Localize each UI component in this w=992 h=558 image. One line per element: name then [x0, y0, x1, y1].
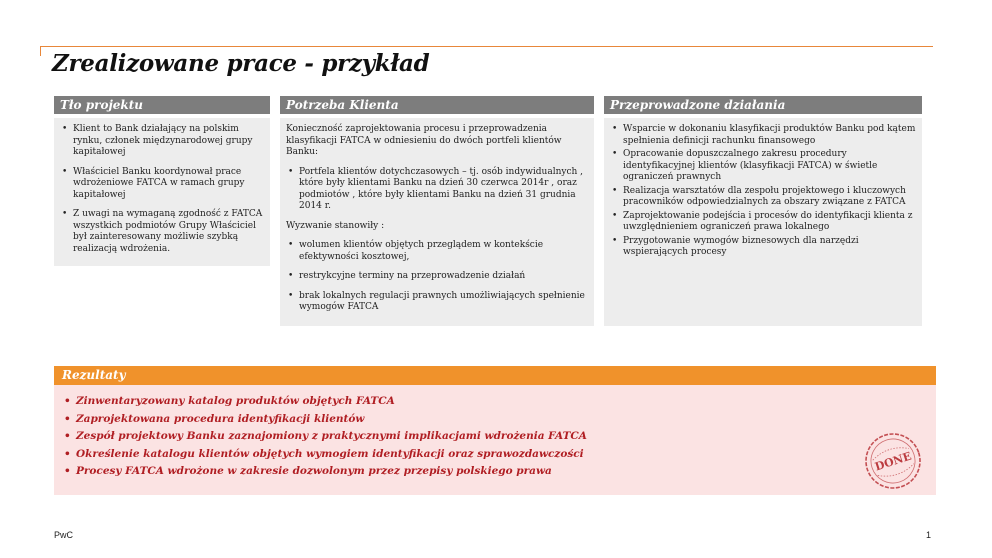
- list-item: • Przygotowanie wymogów biznesowych dla narzędzi wspierających procesy: [610, 236, 916, 259]
- list-item: • brak lokalnych regulacji prawnych umożliwiających spełnienie wymogów FATCA: [286, 291, 588, 314]
- top-rule-tick: [40, 46, 41, 56]
- list-item: • Klient to Bank działający na polskim rynku, członek międzynarodowej grupy kapitałowej: [60, 124, 264, 159]
- column-actions-taken: [604, 96, 922, 326]
- bullet-list: [286, 240, 588, 314]
- intro-paragraph: Konieczność zaprojektowania procesu i przeprowadzenia klasyfikacji FATCA w odniesieniu do dwóch portfeli klientów Banku:: [286, 124, 562, 157]
- list-item: • Zaprojektowanie podejścia i procesów do identyfikacji klienta z uwzględnieniem ograniczeń prawa lokalnego: [610, 211, 916, 234]
- column-heading: Potrzeba Klienta: [280, 96, 594, 114]
- result-item: • Zinwentaryzowany katalog produktów objętych FATCA: [64, 393, 926, 411]
- list-item: • Realizacja warsztatów dla zespołu projektowego i kluczowych pracowników odpowiedzialnych za obszary związane z FATCA: [610, 186, 916, 209]
- bullet-list: [610, 124, 916, 259]
- list-item: • Portfela klientów dotychczasowych – tj. osób indywidualnych , które były klientami Banku na dzień 30 czerwca 2014r , oraz podmiotów , które były klientami Banku na dzień 31 grudnia 2014 r.: [286, 167, 588, 213]
- list-item: • Właściciel Banku koordynował prace wdrożeniowe FATCA w ramach grupy kapitałowej: [60, 167, 264, 202]
- footer-page-number: 1: [926, 530, 932, 540]
- result-item: • Zaprojektowana procedura identyfikacji klientów: [64, 411, 926, 429]
- column-heading: Tło projektu: [54, 96, 270, 114]
- bullet-list: [286, 167, 588, 213]
- column-client-need: [280, 96, 594, 326]
- list-item: • Z uwagi na wymaganą zgodność z FATCA wszystkich podmiotów Grupy Właściciel był zainteresowany możliwie szybką realizacją wdrożenia.: [60, 209, 264, 255]
- list-item: • wolumen klientów objętych przeglądem w kontekście efektywności kosztowej,: [286, 240, 588, 263]
- list-item: • Wsparcie w dokonaniu klasyfikacji produktów Banku pod kątem spełnienia definicji rachunku finansowego: [610, 124, 916, 147]
- challenges-label: Wyzwanie stanowiły :: [286, 220, 385, 231]
- column-heading: Przeprowadzone działania: [604, 96, 922, 114]
- column-body: [54, 118, 270, 266]
- results-body: [54, 385, 936, 495]
- column-body: [280, 118, 594, 326]
- result-item: • Określenie katalogu klientów objętych wymogiem identyfikacji oraz sprawozdawczości: [64, 446, 926, 464]
- top-rule: [40, 46, 933, 47]
- results-heading: Rezultaty: [54, 366, 936, 385]
- list-item: • Opracowanie dopuszczalnego zakresu procedury identyfikacyjnej klientów (klasyfikacji FATCA) w świetle ograniczeń prawnych: [610, 149, 916, 184]
- result-item: • Procesy FATCA wdrożone w zakresie dozwolonym przez przepisy polskiego prawa: [64, 463, 926, 481]
- done-stamp-icon: [862, 430, 924, 492]
- page-title: Zrealizowane prace - przykład: [52, 50, 430, 77]
- list-item: • restrykcyjne terminy na przeprowadzenie działań: [286, 271, 588, 283]
- column-body: [604, 118, 922, 326]
- results-list: [64, 393, 926, 481]
- column-project-background: [54, 96, 270, 266]
- stamp-text: DONE: [873, 449, 914, 474]
- footer-company: PwC: [54, 530, 74, 540]
- result-item: • Zespół projektowy Banku zaznajomiony z praktycznymi implikacjami wdrożenia FATCA: [64, 428, 926, 446]
- bullet-list: [60, 124, 264, 255]
